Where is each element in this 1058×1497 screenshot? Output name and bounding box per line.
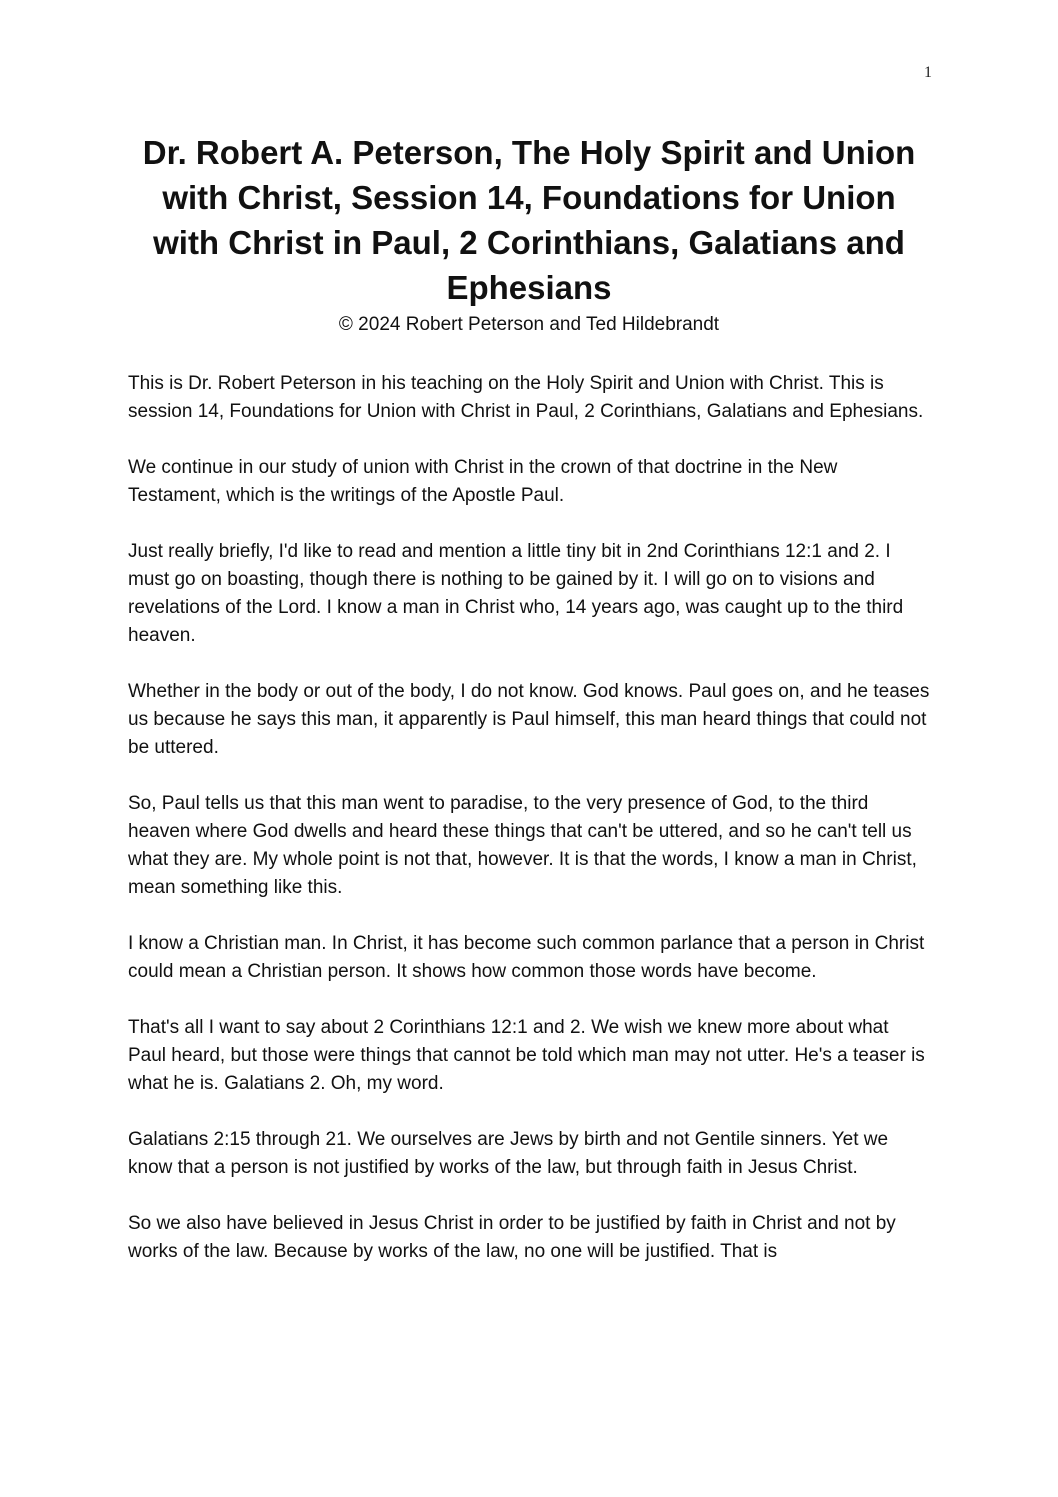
paragraph: Galatians 2:15 through 21. We ourselves are Jews by birth and not Gentile sinners. Yet we know that a person is not justified by works of the law, but through faith in Jesus Christ. [128,1129,889,1178]
paragraph: We continue in our study of union with Christ in the crown of that doctrine in the New Testament, which is the writings of the Apostle Paul. [128,457,838,506]
paragraph: So, Paul tells us that this man went to paradise, to the very presence of God, to the third heaven where God dwells and heard these things that can't be uttered, and so he can't tell us what they are. My whole point is not that, however. It is that the words, I know a man in Christ, mean something like this. [128,793,917,898]
page-number: 1 [924,64,932,81]
body-text [128,370,930,1294]
paragraph: That's all I want to say about 2 Corinthians 12:1 and 2. We wish we knew more about what Paul heard, but those were things that cannot be told which man may not utter. He's a teaser is what he is. Galatians 2. Oh, my word. [128,1017,925,1094]
copyright-line: © 2024 Robert Peterson and Ted Hildebrandt [338,314,720,335]
document-title: Dr. Robert A. Peterson, The Holy Spirit and Union with Christ, Session 14, Foundations for Union with Christ in Paul, 2 Corinthians, Galatians and Ephesians [142,134,916,306]
paragraph: Just really briefly, I'd like to read and mention a little tiny bit in 2nd Corinthians 12:1 and 2. I must go on boasting, though there is nothing to be gained by it. I will go on to visions and revelations of the Lord. I know a man in Christ who, 14 years ago, was caught up to the third heaven. [128,541,904,646]
paragraph: Whether in the body or out of the body, I do not know. God knows. Paul goes on, and he teases us because he says this man, it apparently is Paul himself, this man heard things that could not be uttered. [128,681,930,758]
paragraph: So we also have believed in Jesus Christ in order to be justified by faith in Christ and not by works of the law. Because by works of the law, no one will be justified. That is [128,1213,896,1262]
paragraph: I know a Christian man. In Christ, it has become such common parlance that a person in Christ could mean a Christian person. It shows how common those words have become. [128,933,925,982]
paragraph: This is Dr. Robert Peterson in his teaching on the Holy Spirit and Union with Christ. This is session 14, Foundations for Union with Christ in Paul, 2 Corinthians, Galatians and Ephesians. [128,373,924,422]
